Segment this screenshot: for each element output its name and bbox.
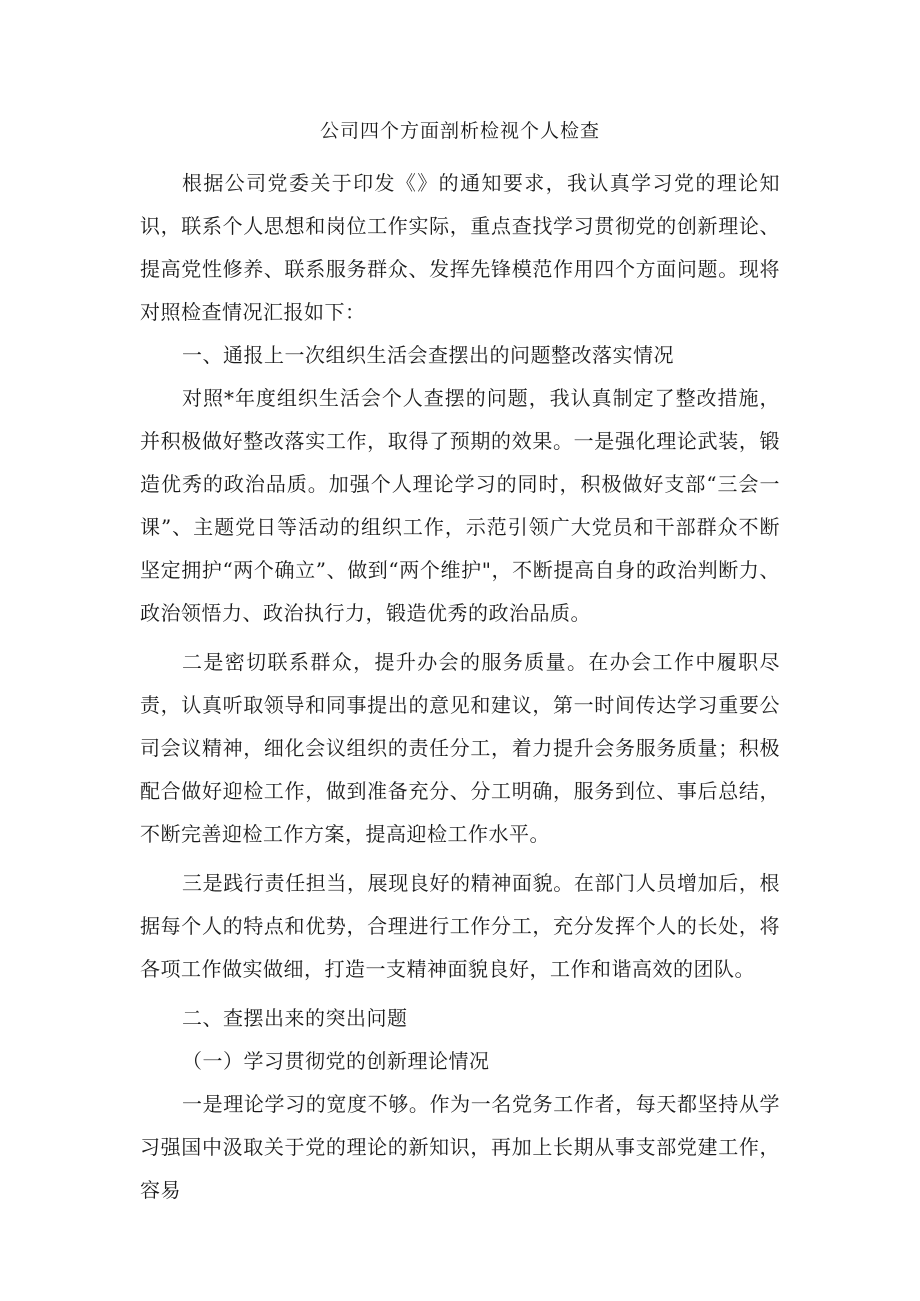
subsection-heading-1: （一）学习贯彻党的创新理论情况 bbox=[182, 1049, 490, 1073]
section-heading-1: 一、通报上一次组织生活会查摆出的问题整改落实情况 bbox=[182, 343, 674, 367]
intro-paragraph: 根据公司党委关于印发《》的通知要求，我认真学习党的理论知识，联系个人思想和岗位工作实际，重点查找学习贯彻党的创新理论、提高党性修养、联系服务群众、发挥先锋模范作用四个方面问题。现将对照检查情况汇报如下： bbox=[140, 171, 780, 324]
body-paragraph: 对照*年度组织生活会个人查摆的问题，我认真制定了整改措施，并积极做好整改落实工作，取得了预期的效果。一是强化理论武装，锻造优秀的政治品质。加强个人理论学习的同时，积极做好支部“三会一课”、主题党日等活动的组织工作，示范引领广大党员和干部群众不断坚定拥护“两个确立”、做到“两个维护"，不断提高自身的政治判断力、政治领悟力、政治执行力，锻造优秀的政治品质。 bbox=[140, 386, 780, 625]
body-paragraph: 二是密切联系群众，提升办会的服务质量。在办会工作中履职尽责，认真听取领导和同事提出的意见和建议，第一时间传达学习重要公司会议精神，细化会议组织的责任分工，着力提升会务服务质量；积极配合做好迎检工作，做到准备充分、分工明确，服务到位、事后总结，不断完善迎检工作方案，提高迎检工作水平。 bbox=[140, 650, 780, 846]
document-title: 公司四个方面剖析检视个人检查 bbox=[319, 120, 600, 142]
document-body bbox=[140, 162, 780, 1212]
body-paragraph: 一是理论学习的宽度不够。作为一名党务工作者，每天都坚持从学习强国中汲取关于党的理论的新知识，再加上长期从事支部党建工作，容易 bbox=[140, 1092, 780, 1202]
section-heading-2: 二、查摆出来的突出问题 bbox=[182, 1006, 408, 1030]
body-paragraph: 三是践行责任担当，展现良好的精神面貌。在部门人员增加后，根据每个人的特点和优势，合理进行工作分工，充分发挥个人的长处，将各项工作做实做细，打造一支精神面貌良好，工作和谐高效的团队。 bbox=[140, 871, 780, 981]
